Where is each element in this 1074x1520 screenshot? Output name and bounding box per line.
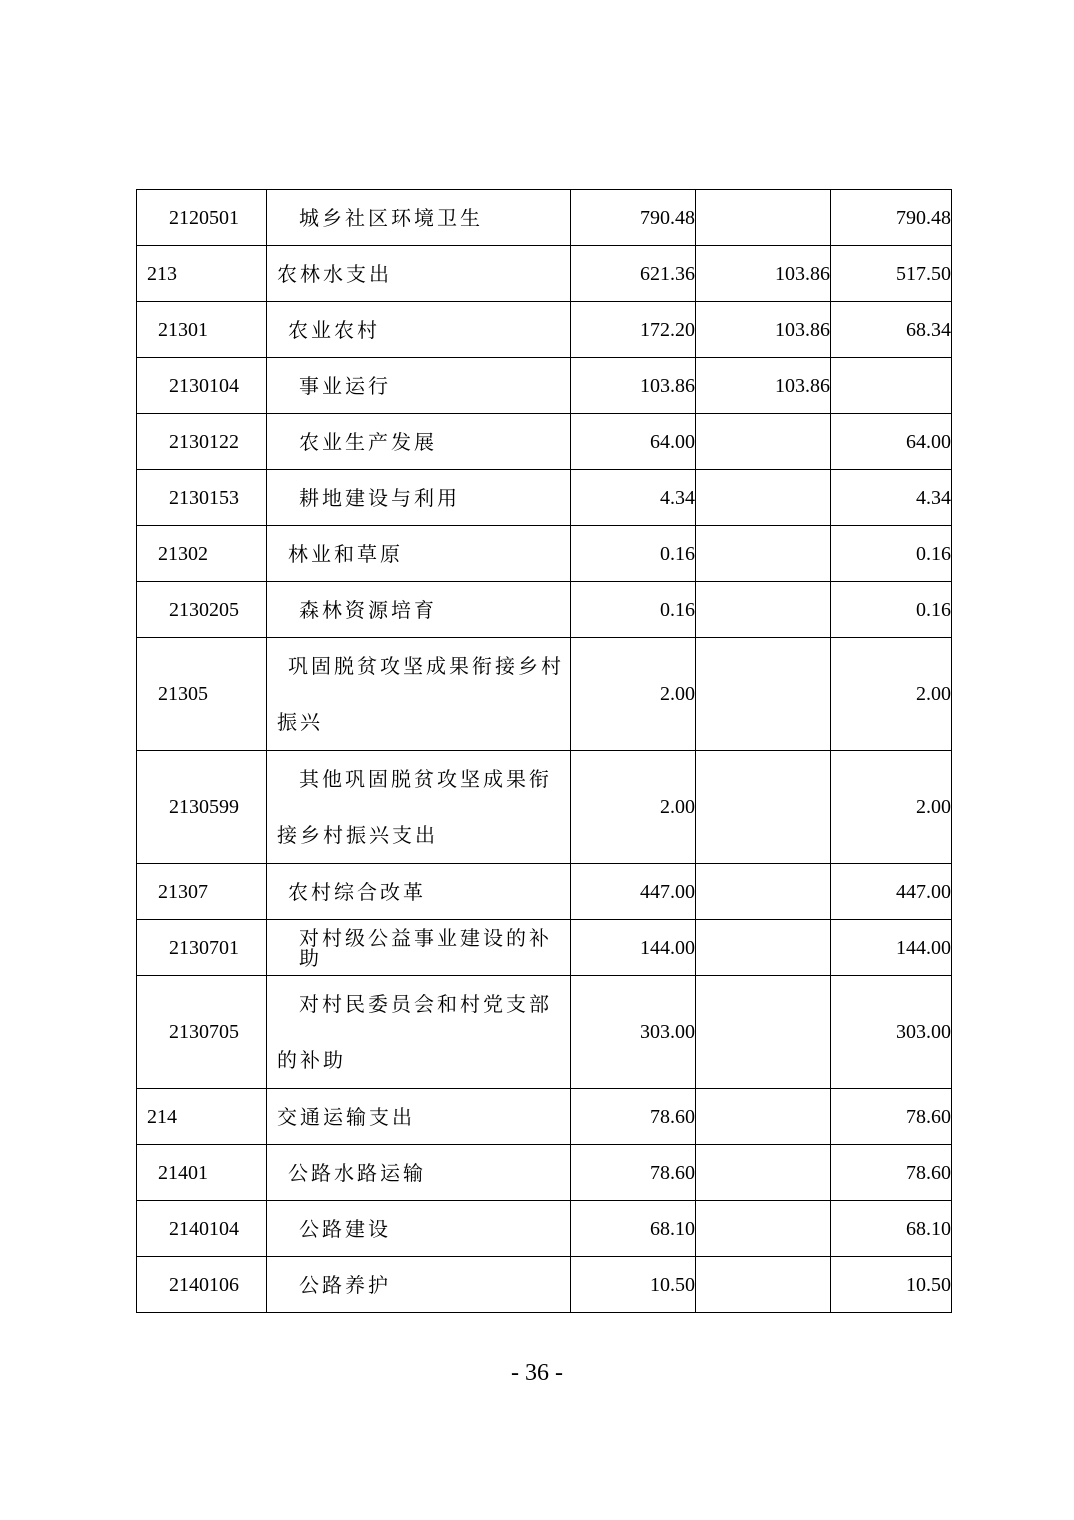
table-row — [137, 526, 952, 582]
project-amount: 78.60 — [831, 1145, 952, 1201]
project-amount: 78.60 — [831, 1089, 952, 1145]
item-name: 公路建设 — [267, 1201, 571, 1257]
project-amount: 790.48 — [831, 190, 952, 246]
project-amount: 64.00 — [831, 414, 952, 470]
basic-amount: 103.86 — [696, 302, 831, 358]
item-code: 2130701 — [137, 920, 267, 976]
basic-amount — [696, 1089, 831, 1145]
item-code: 2130122 — [137, 414, 267, 470]
total-amount: 447.00 — [571, 864, 696, 920]
table-row — [137, 302, 952, 358]
total-amount: 78.60 — [571, 1145, 696, 1201]
item-code: 21307 — [137, 864, 267, 920]
total-amount: 621.36 — [571, 246, 696, 302]
item-code: 2130104 — [137, 358, 267, 414]
table-row — [137, 414, 952, 470]
project-amount: 2.00 — [831, 751, 952, 864]
table-row — [137, 976, 952, 1089]
item-code: 214 — [137, 1089, 267, 1145]
basic-amount — [696, 920, 831, 976]
item-code: 2140104 — [137, 1201, 267, 1257]
basic-amount — [696, 1257, 831, 1313]
table-row — [137, 864, 952, 920]
item-name: 事业运行 — [267, 358, 571, 414]
total-amount: 0.16 — [571, 582, 696, 638]
item-name: 公路水路运输 — [267, 1145, 571, 1201]
basic-amount — [696, 1201, 831, 1257]
table-row — [137, 1089, 952, 1145]
project-amount — [831, 358, 952, 414]
table-row — [137, 190, 952, 246]
table-row — [137, 751, 952, 864]
table-row — [137, 582, 952, 638]
table-row — [137, 1257, 952, 1313]
basic-amount — [696, 414, 831, 470]
basic-amount — [696, 638, 831, 751]
item-name: 巩固脱贫攻坚成果衔接乡村振兴 — [267, 638, 571, 751]
total-amount: 68.10 — [571, 1201, 696, 1257]
item-name: 农业农村 — [267, 302, 571, 358]
basic-amount — [696, 470, 831, 526]
project-amount: 10.50 — [831, 1257, 952, 1313]
basic-amount: 103.86 — [696, 358, 831, 414]
item-name: 森林资源培育 — [267, 582, 571, 638]
basic-amount — [696, 751, 831, 864]
item-code: 2130205 — [137, 582, 267, 638]
item-code: 21401 — [137, 1145, 267, 1201]
total-amount: 103.86 — [571, 358, 696, 414]
project-amount: 0.16 — [831, 526, 952, 582]
total-amount: 0.16 — [571, 526, 696, 582]
total-amount: 303.00 — [571, 976, 696, 1089]
basic-amount — [696, 864, 831, 920]
page-number: - 36 - — [511, 1360, 563, 1386]
table-row — [137, 1201, 952, 1257]
basic-amount — [696, 976, 831, 1089]
total-amount: 2.00 — [571, 638, 696, 751]
item-code: 21305 — [137, 638, 267, 751]
project-amount: 68.10 — [831, 1201, 952, 1257]
project-amount: 517.50 — [831, 246, 952, 302]
project-amount: 4.34 — [831, 470, 952, 526]
project-amount: 68.34 — [831, 302, 952, 358]
basic-amount — [696, 190, 831, 246]
basic-amount — [696, 1145, 831, 1201]
table-row — [137, 246, 952, 302]
total-amount: 2.00 — [571, 751, 696, 864]
total-amount: 790.48 — [571, 190, 696, 246]
basic-amount — [696, 582, 831, 638]
total-amount: 78.60 — [571, 1089, 696, 1145]
item-code: 2130705 — [137, 976, 267, 1089]
item-name: 城乡社区环境卫生 — [267, 190, 571, 246]
item-name: 交通运输支出 — [267, 1089, 571, 1145]
item-name: 林业和草原 — [267, 526, 571, 582]
project-amount: 447.00 — [831, 864, 952, 920]
table-row — [137, 638, 952, 751]
project-amount: 303.00 — [831, 976, 952, 1089]
item-code: 2130153 — [137, 470, 267, 526]
basic-amount: 103.86 — [696, 246, 831, 302]
item-code: 21302 — [137, 526, 267, 582]
project-amount: 144.00 — [831, 920, 952, 976]
total-amount: 4.34 — [571, 470, 696, 526]
item-code: 2130599 — [137, 751, 267, 864]
item-name: 农林水支出 — [267, 246, 571, 302]
project-amount: 0.16 — [831, 582, 952, 638]
item-name: 耕地建设与利用 — [267, 470, 571, 526]
item-code: 2120501 — [137, 190, 267, 246]
item-name: 对村级公益事业建设的补助 — [267, 920, 571, 976]
total-amount: 64.00 — [571, 414, 696, 470]
total-amount: 144.00 — [571, 920, 696, 976]
table-row — [137, 470, 952, 526]
budget-table — [136, 189, 952, 1313]
item-code: 2140106 — [137, 1257, 267, 1313]
project-amount: 2.00 — [831, 638, 952, 751]
table-row — [137, 920, 952, 976]
total-amount: 10.50 — [571, 1257, 696, 1313]
item-name: 农业生产发展 — [267, 414, 571, 470]
item-name: 其他巩固脱贫攻坚成果衔接乡村振兴支出 — [267, 751, 571, 864]
item-name: 农村综合改革 — [267, 864, 571, 920]
item-name: 对村民委员会和村党支部的补助 — [267, 976, 571, 1089]
item-code: 21301 — [137, 302, 267, 358]
item-code: 213 — [137, 246, 267, 302]
total-amount: 172.20 — [571, 302, 696, 358]
basic-amount — [696, 526, 831, 582]
item-name: 公路养护 — [267, 1257, 571, 1313]
table-row — [137, 358, 952, 414]
table-row — [137, 1145, 952, 1201]
